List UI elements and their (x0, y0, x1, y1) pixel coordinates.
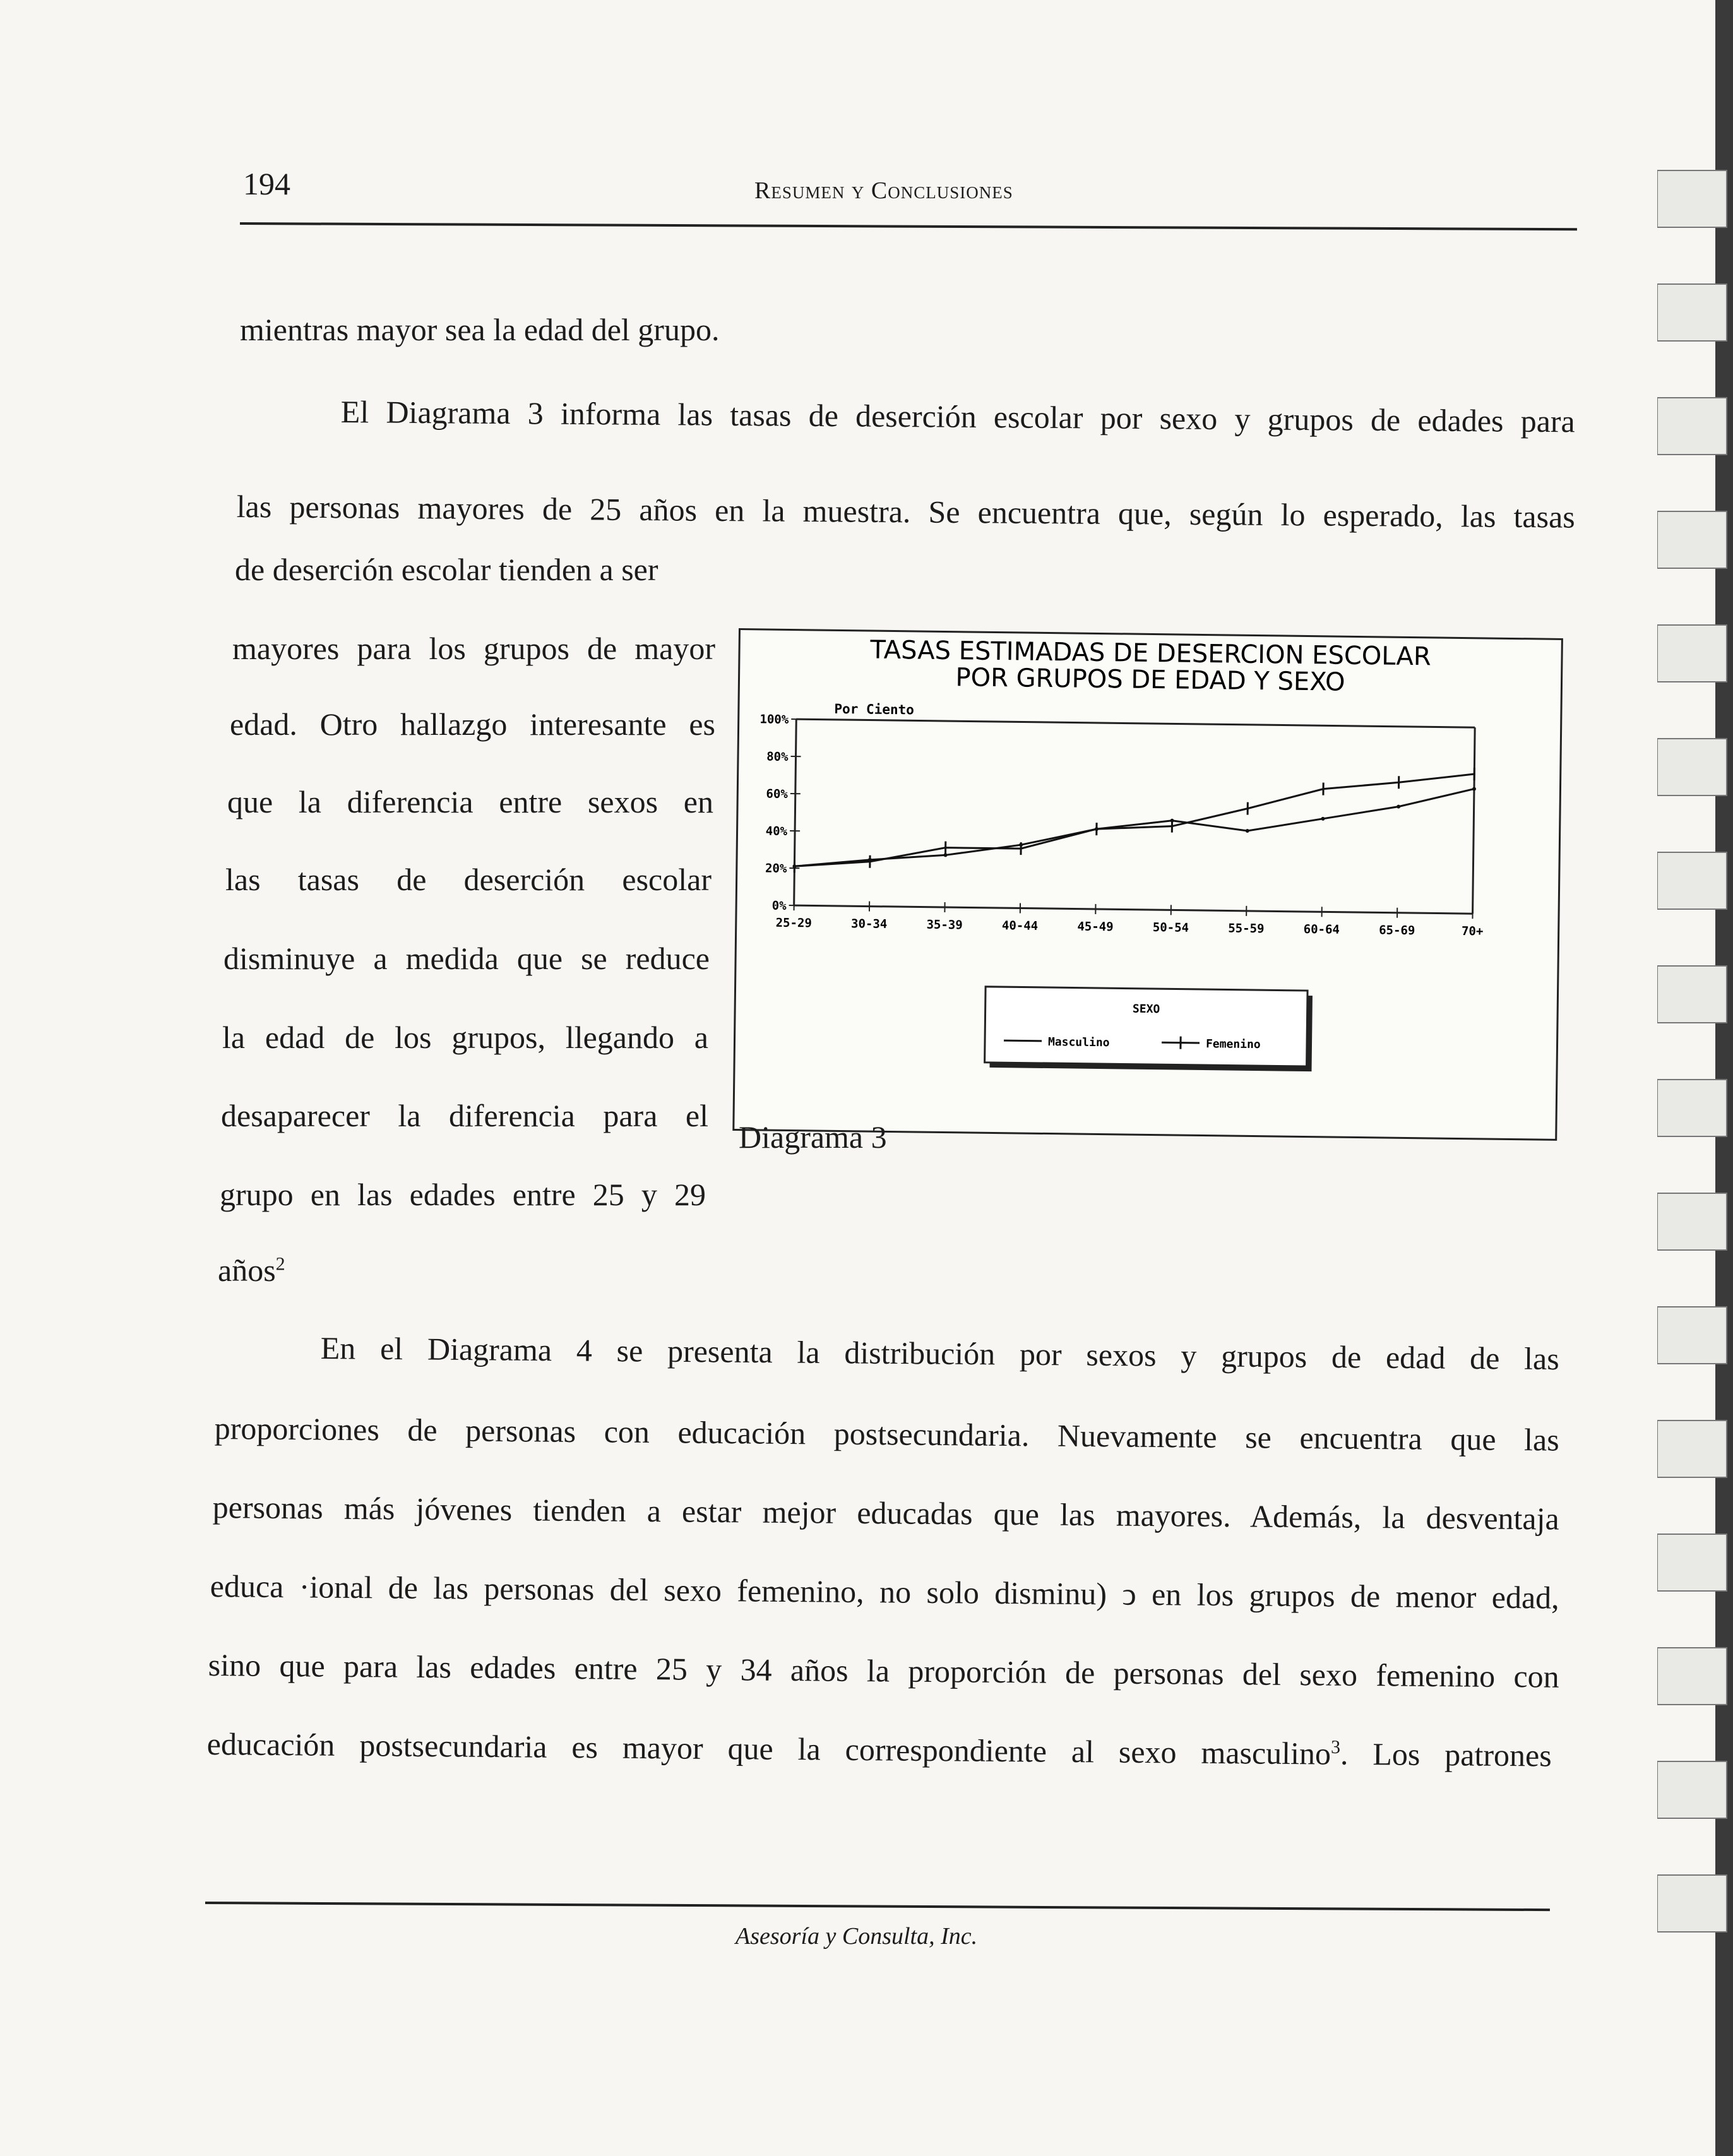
x-tick-label: 40-44 (1001, 919, 1039, 933)
x-tick-label: 45-49 (1077, 919, 1114, 934)
chart-legend (985, 987, 1313, 1071)
dropout-rate-chart (734, 630, 1561, 1139)
x-tick-label: 25-29 (775, 915, 813, 931)
legend-label-masculino: Masculino (1047, 1035, 1110, 1050)
body-text: educación postsecundaria es mayor que la correspondiente al sexo masculino (206, 1726, 1331, 1772)
chart-title: TASAS ESTIMADAS DE DESERCION ESCOLAR (870, 635, 1431, 672)
data-point-masculino (1321, 817, 1325, 821)
body-line: educa ·ional de las personas del sexo femenino, no solo disminu) ͻ en los grupos de menor edad, (210, 1568, 1559, 1616)
x-tick-label: 65-69 (1379, 923, 1415, 938)
body-line: sino que para las edades entre 25 y 34 años la proporción de personas del sexo femenino con (208, 1647, 1559, 1694)
footnote-ref: 2 (275, 1253, 285, 1275)
footnote-ref: 3 (1330, 1736, 1341, 1758)
body-line: de deserción escolar tienden a ser (235, 552, 658, 587)
diagram-3-figure (732, 628, 1563, 1141)
y-tick-label: 0% (771, 898, 787, 913)
x-tick-label: 60-64 (1303, 922, 1340, 937)
x-tick-label: 55-59 (1228, 921, 1265, 936)
data-point-masculino (1472, 787, 1476, 791)
page-number: 194 (243, 166, 290, 201)
side-last-text: años (218, 1253, 276, 1288)
side-line: desaparecer la diferencia para el (221, 1098, 708, 1133)
body-line-last (207, 1728, 1552, 1772)
body-line: personas más jóvenes tienden a estar mejor educadas que las mayores. Además, la desventaja (212, 1489, 1559, 1537)
side-line: disminuye a medida que se reduce (223, 941, 710, 976)
plot-top-border (796, 719, 1475, 727)
spiral-binding (1657, 0, 1733, 2156)
body-line: las personas mayores de 25 años en la muestra. Se encuentra que, según lo esperado, las tasas (236, 489, 1575, 535)
plot-right-border (1473, 727, 1475, 914)
chart-subtitle: POR GRUPOS DE EDAD Y SEXO (955, 663, 1345, 697)
body-line: proporciones de personas con educación postsecundaria. Nuevamente se encuentra que las (214, 1410, 1559, 1458)
footer-text: Asesoría y Consulta, Inc. (735, 1923, 978, 1950)
data-point-masculino (1397, 805, 1400, 809)
side-line: que la diferencia entre sexos en (227, 784, 713, 819)
x-tick-label: 35-39 (926, 917, 963, 932)
chart-ylabel: Por Ciento (834, 701, 915, 718)
y-axis (794, 719, 797, 905)
y-tick-label: 100% (759, 712, 789, 727)
side-line: mayores para los grupos de mayor (232, 631, 715, 666)
body-line: El Diagrama 3 informa las tasas de deserción escolar por sexo y grupos de edades para (340, 394, 1575, 439)
body-line: En el Diagrama 4 se presenta la distribución por sexos y grupos de edad de las (320, 1330, 1559, 1377)
header-rule (240, 222, 1577, 230)
body-text: . Los patrones (1340, 1736, 1552, 1773)
legend-swatch-masculino (1004, 1040, 1042, 1041)
legend-title: SEXO (1132, 1002, 1160, 1016)
y-tick-label: 80% (766, 749, 789, 764)
y-tick-label: 20% (765, 861, 787, 876)
x-tick-label: 50-54 (1152, 920, 1189, 935)
y-tick-label: 40% (765, 824, 788, 838)
y-tick-label: 60% (766, 787, 788, 801)
figure-caption: Diagrama 3 (739, 1119, 887, 1155)
side-line-last (218, 1254, 285, 1286)
data-point-masculino (1246, 829, 1249, 833)
legend-label-femenino: Femenino (1205, 1037, 1261, 1052)
footer-rule (205, 1902, 1550, 1911)
running-header-title: Resumen y Conclusiones (754, 177, 1013, 204)
x-axis (794, 905, 1473, 914)
side-line: la edad de los grupos, llegando a (222, 1020, 708, 1055)
side-line: las tasas de deserción escolar (225, 862, 712, 897)
side-line: grupo en las edades entre 25 y 29 (220, 1177, 706, 1212)
body-line: mientras mayor sea la edad del grupo. (240, 312, 720, 347)
x-tick-label: 70+ (1461, 924, 1484, 939)
x-tick-label: 30-34 (851, 917, 888, 931)
legend-box (985, 987, 1307, 1066)
side-line: edad. Otro hallazgo interesante es (230, 706, 715, 742)
